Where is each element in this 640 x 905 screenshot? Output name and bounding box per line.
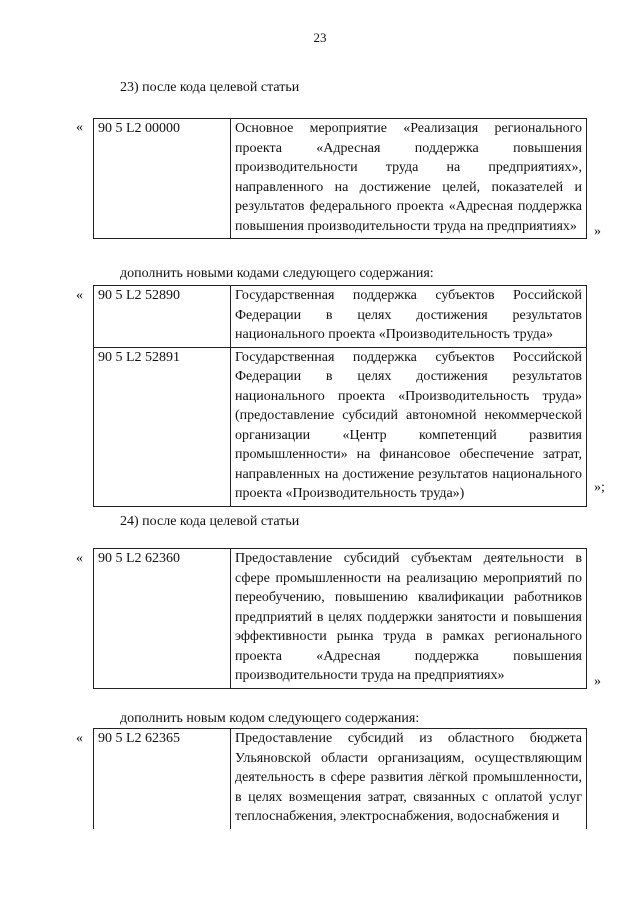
target-description: Основное мероприятие «Реализация регионального проекта «Адресная поддержка повышения производительности труда на предприятиях», направленного на достижение целей, показателей и результатов федерального проекта «Адресная поддержка повышения производительности труда на предприятиях» bbox=[231, 119, 587, 239]
target-code: 90 5 L2 52891 bbox=[94, 347, 231, 506]
table-row bbox=[94, 549, 587, 689]
table-row bbox=[94, 729, 587, 829]
target-description: Предоставление субсидий субъектам деятельности в сфере промышленности на реализацию мероприятий по переобучению, повышению квалификации работников предприятий в целях поддержки занятости и повышения эффективности рынка труда в рамках регионального проекта «Адресная поддержка повышения производительности труда на предприятиях» bbox=[231, 549, 587, 689]
target-code: 90 5 L2 62365 bbox=[94, 729, 231, 829]
open-quote-3: « bbox=[76, 551, 83, 566]
open-quote-1: « bbox=[76, 120, 83, 135]
section-heading-2: дополнить новыми кодами следующего содержания: bbox=[120, 266, 434, 281]
open-quote-2: « bbox=[76, 288, 83, 303]
table-row bbox=[94, 286, 587, 348]
table-row bbox=[94, 347, 587, 506]
code-table-2 bbox=[93, 285, 587, 507]
open-quote-4: « bbox=[76, 731, 83, 746]
code-table-4 bbox=[93, 728, 587, 829]
target-description: Государственная поддержка субъектов Российской Федерации в целях достижения результатов национального проекта «Производительность труда» bbox=[231, 286, 587, 348]
target-description: Предоставление субсидий из областного бюджета Ульяновской области организациям, осуществляющим деятельность в сфере развития лёгкой промышленности, в целях возмещения затрат, связанных с оплатой услуг теплоснабжения, электроснабжения, водоснабжения и bbox=[231, 729, 587, 829]
close-quote-1: » bbox=[594, 224, 601, 239]
section-heading-3: 24) после кода целевой статьи bbox=[120, 514, 300, 529]
target-code: 90 5 L2 62360 bbox=[94, 549, 231, 689]
section-heading-4: дополнить новым кодом следующего содержания: bbox=[120, 711, 420, 726]
table-row bbox=[94, 119, 587, 239]
target-code: 90 5 L2 52890 bbox=[94, 286, 231, 348]
target-description: Государственная поддержка субъектов Российской Федерации в целях достижения результатов национального проекта «Производительность труда» (предоставление субсидий автономной некоммерческой организации «Центр компетенций развития промышленности» на финансовое обеспечение затрат, направленных на достижение результатов национального проекта «Производительность труда») bbox=[231, 347, 587, 506]
code-table-3 bbox=[93, 548, 587, 689]
close-quote-3: » bbox=[594, 674, 601, 689]
target-code: 90 5 L2 00000 bbox=[94, 119, 231, 239]
code-table-1 bbox=[93, 118, 587, 239]
page-number: 23 bbox=[313, 30, 327, 45]
section-heading-1: 23) после кода целевой статьи bbox=[120, 80, 300, 95]
close-quote-2: »; bbox=[594, 480, 605, 495]
